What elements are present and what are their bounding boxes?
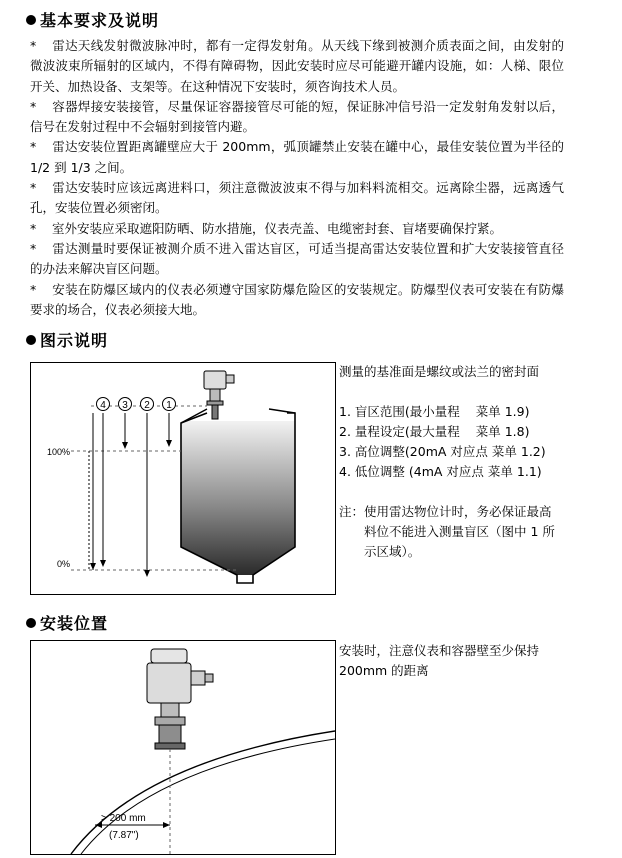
section-heading-install: 安装位置 <box>26 611 108 634</box>
callout-circles <box>97 398 176 412</box>
section-heading-requirements: 基本要求及说明 <box>26 8 159 31</box>
bullet-dot-icon <box>26 335 36 345</box>
reference-note: 测量的基准面是螺纹或法兰的密封面 <box>339 364 540 379</box>
requirement-item: * 安装在防爆区域内的仪表必须遵守国家防爆危险区的安装规定。防爆型仪表可安装在有防爆要求的场合，仪表必须接大地。 <box>30 281 564 317</box>
tank-diagram-svg <box>31 363 335 594</box>
radar-device-icon <box>204 371 234 419</box>
legend-item: 1. 盲区范围(最小量程 菜单 1.9) <box>339 404 530 419</box>
label-100: 100% <box>47 447 71 457</box>
circle-label: 3 <box>122 400 128 411</box>
tank-roof-left <box>181 409 207 423</box>
measurement-diagram <box>30 362 336 595</box>
dimension-sub: (7.87") <box>109 830 139 841</box>
requirement-item: * 雷达安装位置距离罐壁应大于 200mm，弧顶罐禁止安装在罐中心，最佳安装位置为半径的 1/2 到 1/3 之间。 <box>30 139 564 175</box>
section-heading-diagram: 图示说明 <box>26 328 108 351</box>
bullet-dot-icon <box>26 618 36 628</box>
requirement-item: * 雷达天线发射微波脉冲时，都有一定得发射角。从天线下缘到被测介质表面之间，由发射的微波波束所辐射的区域内，不得有障碍物，因此安装时应尽可能避开罐内设施，如：人梯、限位开关、加热设备、支架等。在这种情况下安装时，须咨询技术人员。 <box>30 38 564 94</box>
diagram-legend <box>339 362 561 562</box>
dimension-label: > 200 mm <box>101 813 146 824</box>
radar-device-icon <box>147 649 213 749</box>
dimension-arrow <box>163 822 170 828</box>
requirement-item: * 雷达安装时应该远离进料口，须注意微波波束不得与加料料流相交。远离除尘器，远离透气孔，安装位置必须密闭。 <box>30 180 564 216</box>
tank-roof-right <box>269 409 295 413</box>
requirements-list <box>30 36 564 320</box>
install-diagram-svg <box>31 641 335 854</box>
legend-list <box>339 402 561 482</box>
measure-arrows <box>89 413 169 573</box>
legend-item: 3. 高位调整(20mA 对应点 菜单 1.2) <box>339 444 546 459</box>
bullet-dot-icon <box>26 15 36 25</box>
circle-label: 2 <box>144 400 150 411</box>
liquid-fill <box>181 421 295 575</box>
legend-item: 4. 低位调整 (4mA 对应点 菜单 1.1) <box>339 464 542 479</box>
requirement-item: * 容器焊接安装接管，尽量保证容器接管尽可能的短，保证脉冲信号沿一定发射角发射以后，信号在发射过程中不会辐射到接管内避。 <box>30 98 564 135</box>
install-note: 安装时，注意仪表和容器壁至少保持 200mm 的距离 <box>339 643 540 678</box>
legend-item: 2. 量程设定(最大量程 菜单 1.8) <box>339 424 530 439</box>
circle-label: 1 <box>166 400 172 411</box>
requirement-item: * 室外安装应采取遮阳防晒、防水措施，仪表壳盖、电缆密封套、盲堵要确保拧紧。 <box>30 220 503 236</box>
install-diagram <box>30 640 336 855</box>
circle-label: 4 <box>100 400 106 411</box>
arrow-heads <box>90 440 172 577</box>
diagram-note: 注： 使用雷达物位计时，务必保证最高料位不能进入测量盲区（图中 1 所示区域）。 <box>339 504 555 559</box>
requirement-item: * 雷达测量时要保证被测介质不进入雷达盲区，可适当提高雷达安装位置和扩大安装接管直径的办法来解决盲区问题。 <box>30 240 564 277</box>
label-0: 0% <box>57 559 71 569</box>
